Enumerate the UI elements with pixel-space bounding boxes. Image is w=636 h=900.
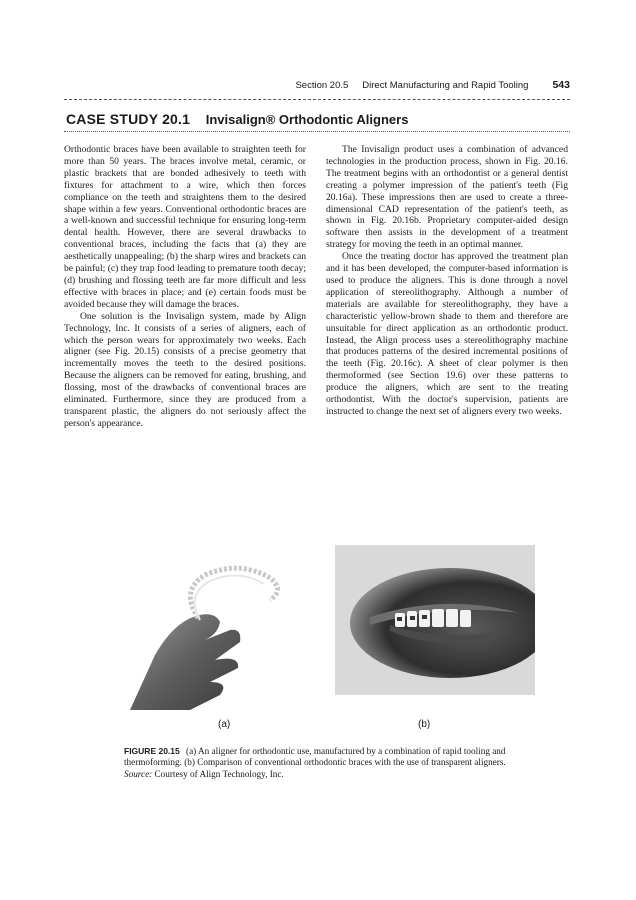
section-title: Direct Manufacturing and Rapid Tooling [362,80,529,91]
heading-rule [64,131,570,132]
right-paragraph-1: The Invisalign product uses a combination of advanced technologies in the production process, shown in Fig. 20.16. The treatment begins with an orthodontist or a general dentist creating a polymer impression of the patient's teeth (Fig 20.16a). These impressions then are used to create a three-dimensional CAD representation of the patient's teeth, as shown in Fig. 20.16b. Proprietary computer-aided design software then assists in the development of a treatment strategy for moving the teeth in an optimal manner. [326,144,568,251]
case-study-label: CASE STUDY 20.1 [66,111,191,127]
case-study-title: Invisalign® Orthodontic Aligners [205,112,409,127]
page-number: 543 [552,79,570,91]
left-paragraph-2: One solution is the Invisalign system, made by Align Technology, Inc. It consists of a series of aligners, each of which the person wears for approximately two weeks. Each aligner (see Fig. 20.15) consists of a precise geometry that incrementally moves the teeth to the desired positions. Because the aligners can be removed for eating, brushing, and flossing, most of the drawbacks of conventional braces are eliminated. Furthermore, since they are produced from a transparent plastic, the aligners do not seriously affect the person's appearance. [64,310,306,429]
aligner-in-hand-photo [120,560,320,710]
page-header [66,79,570,91]
figure-label-a: (a) [218,719,231,730]
caption-label: FIGURE 20.15 [124,746,180,756]
caption-text: (a) An aligner for orthodontic use, manufactured by a combination of rapid tooling and thermoforming. (b) Comparison of conventional orthodontic braces with the use of transparent aligners. [124,746,506,768]
braces-comparison-photo [335,545,535,695]
right-paragraph-2: Once the treating doctor has approved the treatment plan and it has been developed, the computer-based information is used to produce the aligners. This is done through a novel application of stereolithography. Although a number of materials are available for stereolithography, they have a characteristic yellow-brown shade to them and therefore are unsuitable for direct application as an orthodontic product. Instead, the Align process uses a stereolithography machine that produces patterns of the desired incremental positions of the teeth (Fig. 20.16c). A sheet of clear polymer is then thermoformed (see Section 19.6) over these patterns to produce the aligners, which are sent to the treating orthodontist. With the doctor's supervision, patients are instructed to change the next set of aligners every two weeks. [326,251,568,417]
right-column [326,144,568,418]
case-study-heading [66,111,408,127]
left-column [64,144,306,430]
figure-label-b: (b) [418,719,431,730]
top-rule [64,99,570,100]
caption-source-text: Courtesy of Align Technology, Inc. [154,768,284,779]
left-paragraph-1: Orthodontic braces have been available to straighten teeth for more than 50 years. The braces involve metal, ceramic, or plastic brackets that are bonded adhesively to teeth with fixtures for attachment to a wire, which then forces compliance on the teeth and straightens them to the desired shape within a few years. Conventional orthodontic braces are a well-known and successful technique for ensuring long-term dental health. However, there are several drawbacks to conventional braces, including the facts that (a) they are aesthetically unappealing; (b) the sharp wires and brackets can be painful; (c) they trap food leading to premature tooth decay; (d) brushing and flossing teeth are far more difficult and less effective with braces in place; and (e) certain foods must be avoided because they will damage the braces. [64,144,306,310]
section-number: Section 20.5 [295,80,349,91]
figure-caption [124,746,524,780]
caption-source-label: Source: [124,768,153,779]
